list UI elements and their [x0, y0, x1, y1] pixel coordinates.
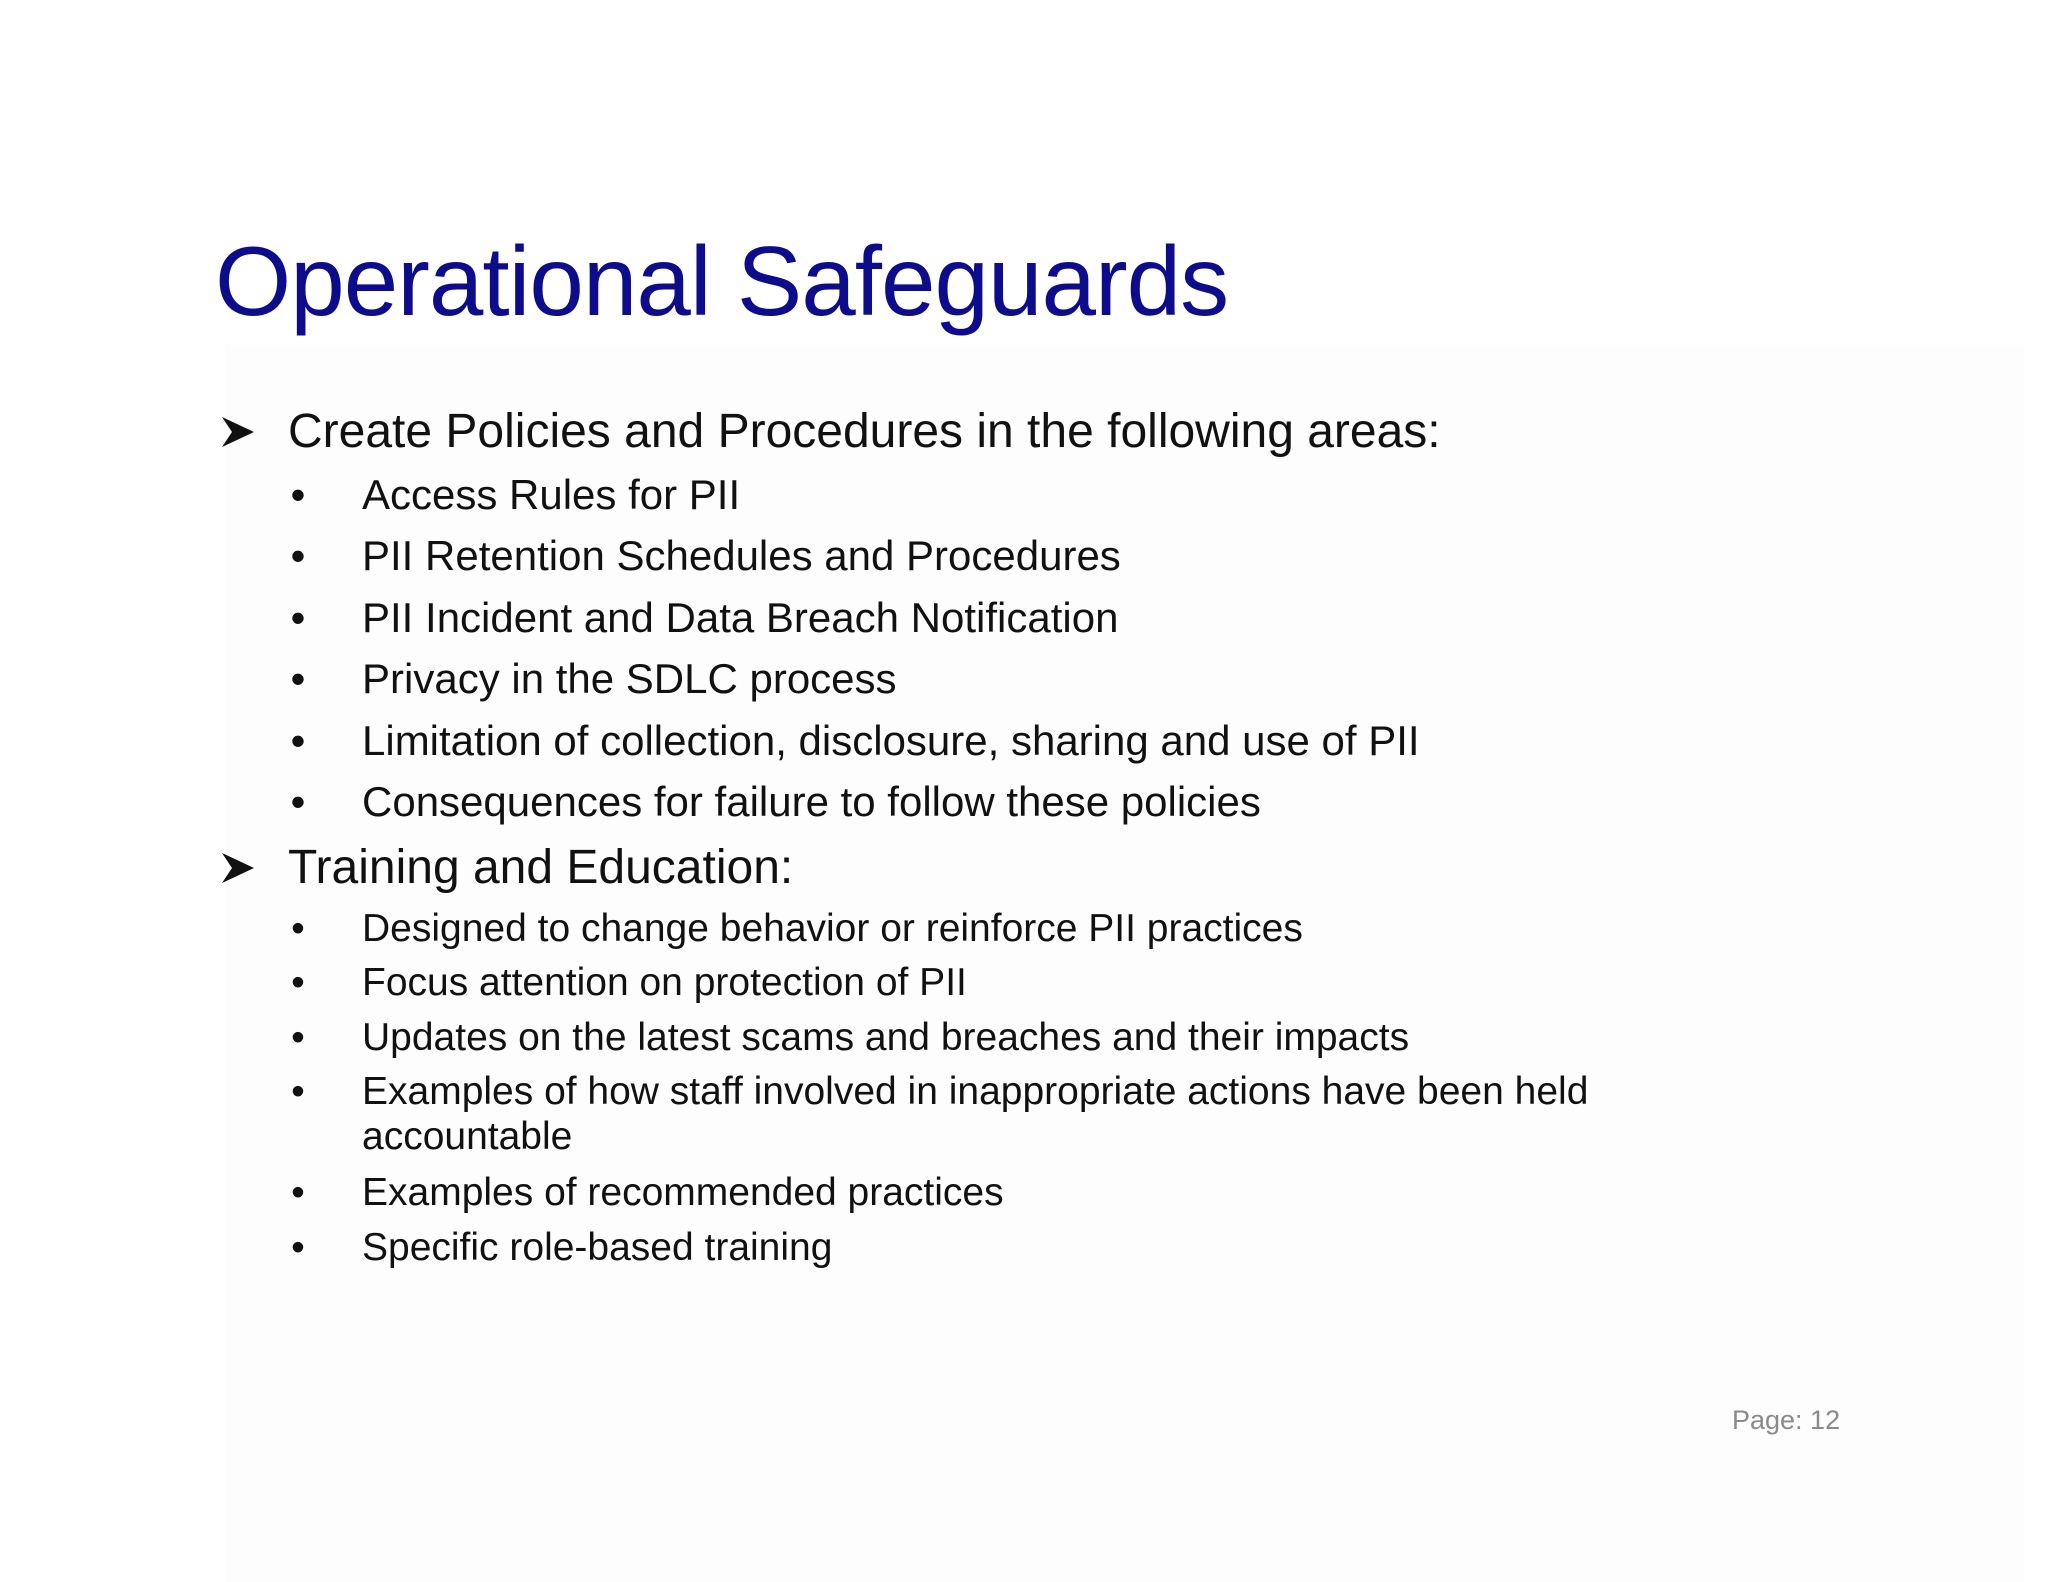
list-item-text: PII Incident and Data Breach Notification	[362, 594, 1119, 641]
list-item-text: Updates on the latest scams and breaches and their impacts	[362, 1016, 1410, 1059]
section-heading-text: Create Policies and Procedures in the following areas:	[288, 405, 1441, 458]
list-item-text: PII Retention Schedules and Procedures	[362, 532, 1121, 579]
list-item-text: Access Rules for PII	[362, 471, 741, 518]
page-number: Page: 12	[1732, 1405, 1841, 1435]
bullet-dot: •	[291, 961, 305, 1004]
bullet-dot: •	[290, 471, 306, 518]
list-item-text: Consequences for failure to follow these policies	[362, 778, 1261, 825]
bullet-dot: •	[290, 778, 306, 825]
list-item-text: Privacy in the SDLC process	[362, 655, 897, 702]
list-item-text: Specific role-based training	[362, 1226, 833, 1269]
slide-title: Operational Safeguards	[215, 226, 1229, 336]
arrowhead-bullet-icon	[218, 404, 258, 460]
list-item-text: Examples of recommended practices	[362, 1171, 1004, 1214]
bullet-dot: •	[291, 1171, 305, 1214]
bullet-dot: •	[291, 1070, 305, 1113]
section-heading-text: Training and Education:	[288, 841, 794, 894]
bullet-dot: •	[291, 1016, 305, 1059]
list-item-text: Designed to change behavior or reinforce PII practices	[362, 907, 1303, 950]
bullet-dot: •	[291, 907, 305, 950]
list-item-text: Examples of how staff involved in inappropriate actions have been held accountable	[362, 1070, 1589, 1158]
bullet-dot: •	[290, 655, 306, 702]
arrowhead-bullet-icon	[218, 840, 258, 896]
list-item-text: Focus attention on protection of PII	[362, 961, 967, 1004]
bullet-dot: •	[290, 594, 306, 641]
bullet-dot: •	[290, 717, 306, 764]
list-item-text: Limitation of collection, disclosure, sharing and use of PII	[362, 717, 1420, 764]
bullet-dot: •	[290, 532, 306, 579]
bullet-dot: •	[291, 1226, 305, 1269]
